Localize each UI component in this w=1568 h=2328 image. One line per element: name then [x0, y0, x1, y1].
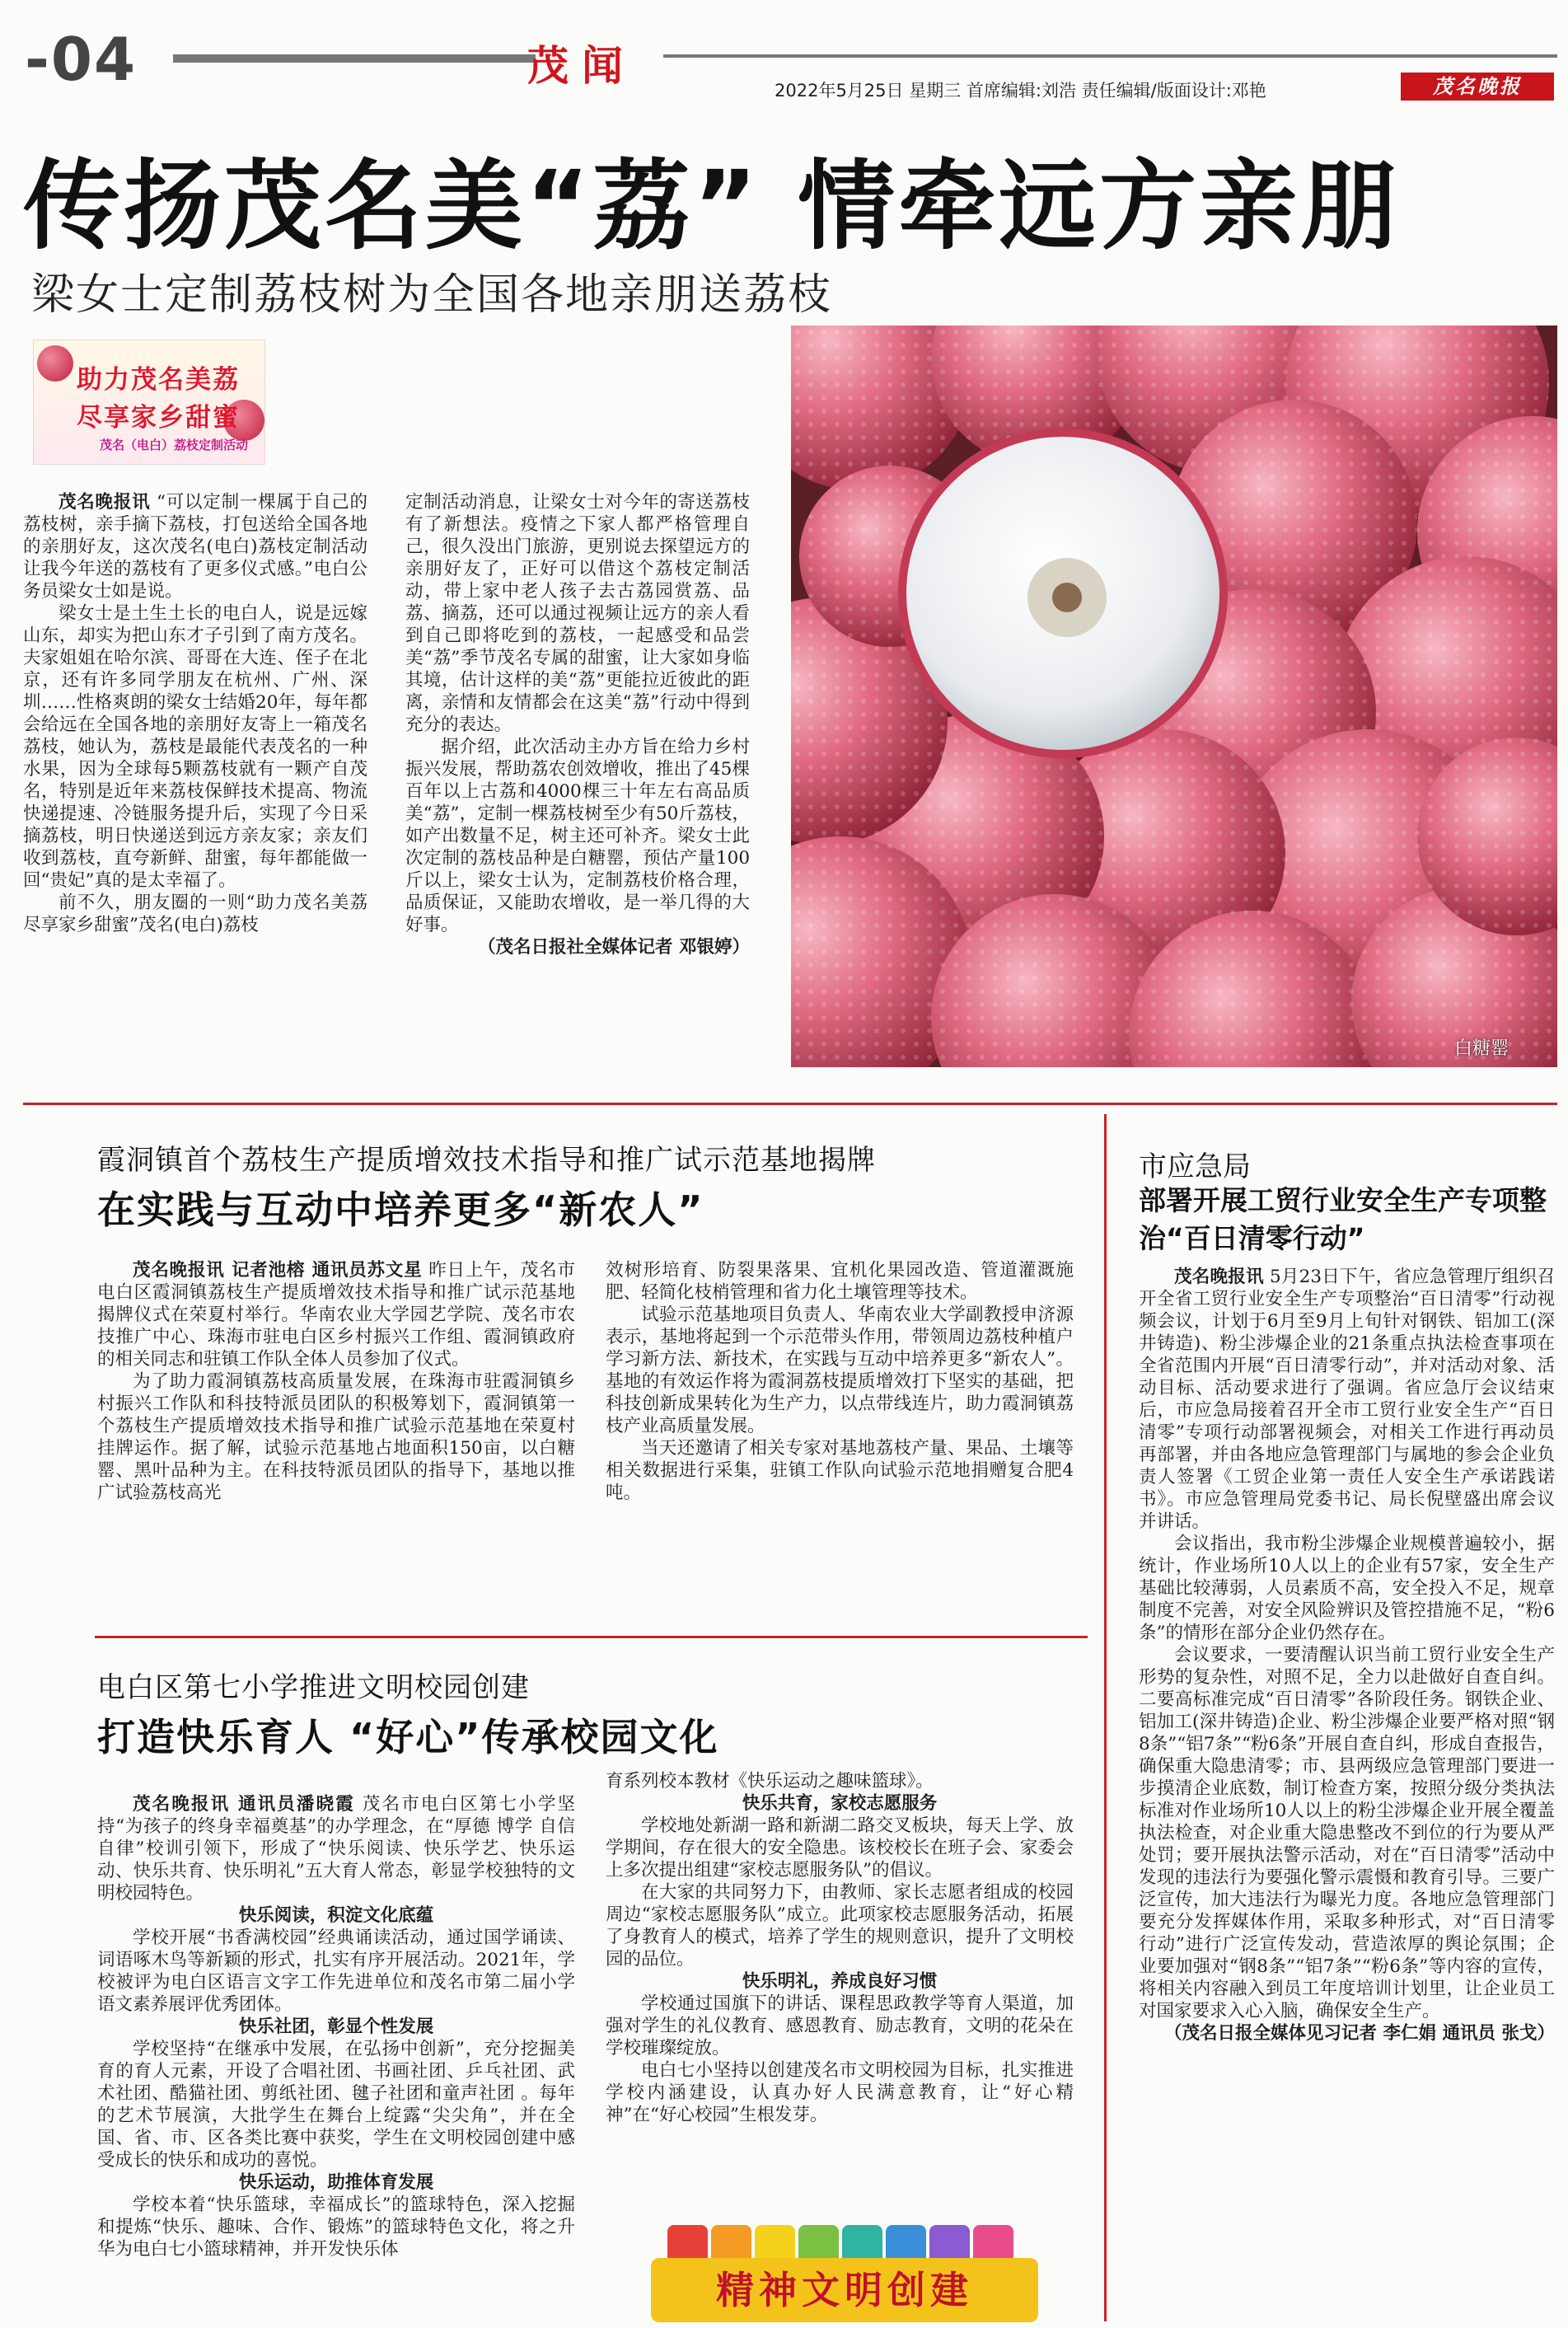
paragraph	[23, 602, 367, 892]
section-name	[527, 33, 623, 92]
paragraph	[97, 1927, 575, 2016]
story3-title: 打造快乐育人 “好心”传承校园文化	[97, 1715, 719, 1759]
paragraph	[606, 1881, 1074, 1970]
paragraph	[97, 1793, 575, 1904]
badge-line-1: 助力茂名美荔	[77, 365, 240, 395]
paragraph	[1139, 1266, 1555, 1533]
paragraph	[1139, 1644, 1555, 2022]
lead-column-2	[405, 491, 750, 958]
paragraph-text: 学校开展“书香满校园”经典诵读活动，通过国学诵读、词语啄木鸟等新颖的形式，扎实有序开展活动。2021年，学校被评为电白区语言文字工作先进单位和茂名市第二届小学语文素养展评优秀团体。	[97, 1928, 575, 2015]
paragraph	[606, 1770, 1074, 1792]
column-divider	[1104, 1114, 1107, 2321]
paragraph-text: 效树形培育、防裂果落果、宜机化果园改造、管道灌溉施肥、轻简化枝梢管理和省力化土壤管理等技术。	[606, 1260, 1074, 1303]
story4-kicker: 市应急局	[1139, 1150, 1251, 1183]
paragraph-text: 学校通过国旗下的讲话、课程思政教学等育人渠道，加强对学生的礼仪教育、感恩教育、励志教育，文明的花朵在学校璀璨绽放。	[606, 1993, 1074, 2059]
paragraph-text: 为了助力霞洞镇荔枝高质量发展，在珠海市驻霞洞镇乡村振兴工作队和科技特派员团队的积极筹划下，霞洞镇第一个荔枝生产提质增效技术指导和推广试验示范基地在荣夏村挂牌运作。据了解，试验示范基地占地面积150亩，以白糖罂、黑叶品种为主。在科技特派员团队的指导下，基地以推广试验荔枝高光	[97, 1371, 575, 1503]
section-char-1: 茂	[527, 41, 569, 90]
byline: 茂名晚报讯 记者池榕 通讯员苏文星	[133, 1260, 423, 1281]
paragraph	[606, 2059, 1074, 2126]
subsection-heading: 快乐社团，彰显个性发展	[238, 2017, 434, 2037]
paragraph	[606, 1815, 1074, 1881]
paragraph	[97, 1370, 575, 1504]
paragraph-text: 茂名市电白区第七小学坚持“为孩子的终身幸福奠基”的办学理念，在“厚德 博学 自信 自律”校训引领下，形成了“快乐阅读、快乐学艺、快乐运动、快乐共育、快乐明礼”五大育人常态，彰显学校独特的文明校园特色。	[97, 1794, 575, 1904]
paragraph-text: 5月23日下午，省应急管理厅组织召开全省工贸行业安全生产专项整治“百日清零”行动视频会议，计划于6月至9月上旬针对钢铁、铝加工(深井铸造)、粉尘涉爆企业的21条重点执法检查事项在全省范围内开展“百日清零行动”，并对活动对象、活动目标、活动要求进行了强调。省应急厅会议结束后，市应急局接着召开全市工贸行业安全生产“百日清零”专项行动部署视频会，对相关工作进行再动员再部署，并由各地应急管理部门与属地的参会企业负责人签署《工贸企业第一责任人安全生产承诺践诺书》。市应急管理局党委书记、局长倪壁盛出席会议并讲话。	[1139, 1267, 1555, 1532]
paragraph-text: 梁女士是土生土长的电白人，说是远嫁山东，却实为把山东才子引到了南方茂名。夫家姐姐在哈尔滨、哥哥在大连、侄子在北京，还有许多同学朋友在杭州、广州、深圳……性格爽朗的梁女士结婚20年，每年都会给远在全国各地的亲朋好友寄上一箱茂名荔枝，她认为，荔枝是最能代表茂名的一种水果，因为全球每5颗荔枝就有一颗产自茂名，特别是近年来荔枝保鲜技术提高、物流快递提速、冷链服务提升后，实现了今日采摘荔枝，明日快递送到远方亲友家；亲友们收到荔枝，直夸新鲜、甜蜜，每年都能做一回“贵妃”真的是太幸福了。	[23, 603, 367, 891]
campaign-badge	[33, 340, 265, 465]
paragraph-text: 会议要求，一要清醒认识当前工贸行业安全生产形势的复杂性，对照不足，全力以赴做好自查自纠。二要高标准完成“百日清零”各阶段任务。钢铁企业、铝加工(深井铸造)企业、粉尘涉爆企业要严格对照“钢8条”“铝7条”“粉6条”开展自查自纠，形成自查报告，确保重大隐患清零；市、县两级应急管理部门要进一步摸清企业底数，制订检查方案，按照分级分类执法标准对作业场所10人以上的粉尘涉爆企业开展全覆盖执法检查，对企业重大隐患整改不到位的行为要从严处罚；要开展执法警示活动，对在“百日清零”活动中发现的违法行为要强化警示震慑和教育引导。三要广泛宣传，加大违法行为曝光力度。各地应急管理部门要充分发挥媒体作用，采取多种形式，对“百日清零行动”进行广泛宣传发动，营造浓厚的舆论氛围；企业要加强对“钢8条”“铝7条”“粉6条”等内容的宣传，将相关内容融入到员工年度培训计划里，让企业员工对国家要求入心入脑，确保安全生产。	[1139, 1645, 1555, 2021]
lychee-icon	[37, 345, 73, 382]
paragraph-text: 定制活动消息，让梁女士对今年的寄送荔枝有了新想法。疫情之下家人都严格管理自己，很久没出门旅游，更别说去探望远方的亲朋好友了，正好可以借这个荔枝定制活动，带上家中老人孩子去古荔园赏荔、品荔、摘荔，还可以通过视频让远方的亲人看到自己即将吃到的荔枝，一起感受和品尝美“荔”季节茂名专属的甜蜜，让大家如身临其境，估计这样的美“荔”更能拉近彼此的距离，亲情和友情都会在这美“荔”行动中得到充分的表达。	[405, 492, 750, 735]
paragraph	[1139, 1533, 1555, 1644]
story2-column-1	[97, 1259, 575, 1504]
paragraph-text: 电白七小坚持以创建茂名市文明校园为目标，扎实推进学校内涵建设，认真办好人民满意教育，让“好心精神”在“好心校园”生根发芽。	[606, 2060, 1074, 2125]
paragraph	[23, 892, 367, 936]
badge-line-3: 茂名（电白）荔枝定制活动	[100, 438, 249, 452]
reporter-credit: （茂名日报全媒体见习记者 李仁娟 通讯员 张戈）	[1164, 2023, 1555, 2044]
badge-line-2: 尽享家乡甜蜜	[77, 403, 240, 433]
header-rule-right	[663, 54, 1557, 58]
paragraph-text: 学校地处新湖一路和新湖二路交叉板块，每天上学、放学期间，存在很大的安全隐患。该校校长在班子会、家委会上多次提出组建“家校志愿服务队”的倡议。	[606, 1815, 1074, 1881]
section-divider	[23, 1103, 1557, 1105]
lychee-photo-art	[791, 326, 1557, 1067]
paragraph	[606, 1993, 1074, 2059]
lychee-photo	[791, 326, 1557, 1067]
paragraph-text: 育系列校本教材《快乐运动之趣味篮球》。	[606, 1771, 934, 1792]
subsection-heading: 快乐运动，助推体育发展	[238, 2172, 434, 2193]
paragraph-text: “可以定制一棵属于自己的荔枝树，亲手摘下荔枝，打包送给全国各地的亲朋好友，这次茂名(电白)荔枝定制活动让我今年送的荔枝有了更多仪式感。”电白公务员梁女士如是说。	[23, 492, 367, 602]
story2-title: 在实践与互动中培养更多“新农人”	[97, 1187, 704, 1232]
paragraph-text: 会议指出，我市粉尘涉爆企业规模普遍较小，据统计，作业场所10人以上的企业有57家，安全生产基础比较薄弱，人员素质不高，安全投入不足，规章制度不完善，对安全风险辨识及管控措施不足，“粉6条”的情形在部分企业仍然存在。	[1139, 1534, 1555, 1643]
story3-column-1	[97, 1793, 575, 2260]
subsection-heading: 快乐阅读，积淀文化底蕴	[238, 1905, 434, 1926]
paragraph-text: 据介绍，此次活动主办方旨在给力乡村振兴发展，帮助荔农创效增收，推出了45棵百年以上古荔和4000棵三十年左右高品质美“荔”，定制一棵荔枝树至少有50斤荔枝，如产出数量不足，树主还可补齐。梁女士此次定制的荔枝品种是白糖罂，预估产量100斤以上，梁女士认为，定制荔枝价格合理，品质保证，又能助农增收，是一举几得的大好事。	[405, 737, 750, 935]
subsection-heading: 快乐共育，家校志愿服务	[742, 1793, 938, 1814]
paragraph-text: 在大家的共同努力下，由教师、家长志愿者组成的校园周边“家校志愿服务队”成立。此项家校志愿服务活动，拓展了身教育人的模式，培养了学生的规则意识，提升了文明校园的品位。	[606, 1882, 1074, 1970]
paragraph	[97, 1259, 575, 1370]
section-char-2: 闻	[582, 41, 623, 90]
photo-caption: 白糖罂	[1454, 1038, 1509, 1059]
story2-kicker: 霞洞镇首个荔枝生产提质增效技术指导和推广试示范基地揭牌	[97, 1144, 876, 1177]
paragraph-text: 当天还邀请了相关专家对基地荔枝产量、果品、土壤等相关数据进行采集，驻镇工作队向试验示范地捐赠复合肥4吨。	[606, 1438, 1074, 1503]
lead-headline: 传扬茂名美“荔” 情牵远方亲朋	[23, 149, 1402, 263]
byline: 茂名晚报讯	[59, 492, 151, 513]
paragraph-text: 学校坚持“在继承中发展，在弘扬中创新”，充分挖掘美育的育人元素，开设了合唱社团、书画社团、乒乓社团、武术社团、酷猫社团、剪纸社团、毽子社团和童声社团 。每年的艺术节展演，大批学生在舞台上绽露“尖尖角”，并在全国、省、市、区各类比赛中获奖，学生在文明校园创建中感受成长的快乐和成功的喜悦。	[97, 2039, 575, 2171]
paragraph-text: 昨日上午，茂名市电白区霞洞镇荔枝生产提质增效技术指导和推广试示范基地揭牌仪式在荣夏村举行。华南农业大学园艺学院、茂名市农技推广中心、珠海市驻电白区乡村振兴工作组、霞洞镇政府的相关同志和驻镇工作队全体人员参加了仪式。	[97, 1260, 575, 1370]
byline: 茂名晚报讯	[1174, 1267, 1264, 1287]
paragraph-text: 前不久，朋友圈的一则“助力茂名美荔 尽享家乡甜蜜”茂名(电白)荔枝	[23, 892, 367, 935]
paragraph	[606, 1437, 1074, 1504]
paragraph	[97, 2194, 575, 2260]
page-number: -04	[25, 25, 138, 94]
banner-text: 精神文明创建	[651, 2258, 1038, 2322]
paragraph	[606, 1304, 1074, 1437]
paragraph	[23, 491, 367, 602]
story3-kicker: 电白区第七小学推进文明校园创建	[97, 1671, 530, 1704]
reporter-credit: （茂名日报社全媒体记者 邓银婷）	[478, 937, 750, 958]
header-rule-left	[173, 54, 536, 63]
lead-subhead: 梁女士定制荔枝树为全国各地亲朋送荔枝	[31, 270, 833, 320]
section-divider	[95, 1636, 1088, 1638]
civilization-banner	[651, 2225, 1038, 2324]
paragraph	[405, 736, 750, 936]
paragraph	[97, 2038, 575, 2171]
story2-column-2	[606, 1259, 1074, 1504]
paragraph	[606, 1259, 1074, 1304]
story4-title: 部署开展工贸行业安全生产专项整治“百日清零行动”	[1139, 1184, 1547, 1254]
paper-logo: 茂名晚报	[1401, 73, 1554, 101]
issue-info: 2022年5月25日 星期三 首席编辑:刘浩 责任编辑/版面设计:邓艳	[775, 81, 1266, 101]
paragraph	[405, 491, 750, 736]
byline: 茂名晚报讯 通讯员潘晓霞	[133, 1794, 355, 1815]
story3-column-2	[606, 1770, 1074, 2126]
subsection-heading: 快乐明礼，养成良好习惯	[742, 1971, 938, 1992]
paragraph-text: 学校本着“快乐篮球，幸福成长”的篮球特色，深入挖掘和提炼“快乐、趣味、合作、锻炼”的篮球特色文化，将之升华为电白七小篮球精神，并开发快乐体	[97, 2195, 575, 2260]
lead-column-1	[23, 491, 367, 936]
story4-column	[1139, 1266, 1555, 2045]
paragraph-text: 试验示范基地项目负责人、华南农业大学副教授申济源表示，基地将起到一个示范带头作用，带领周边荔枝种植户学习新方法、新技术，在实践与互动中培养更多“新农人”。基地的有效运作将为霞洞荔枝提质增效打下坚实的基础，把科技创新成果转化为生产力，以点带线连片，助力霞洞镇荔枝产业高质量发展。	[606, 1305, 1074, 1436]
